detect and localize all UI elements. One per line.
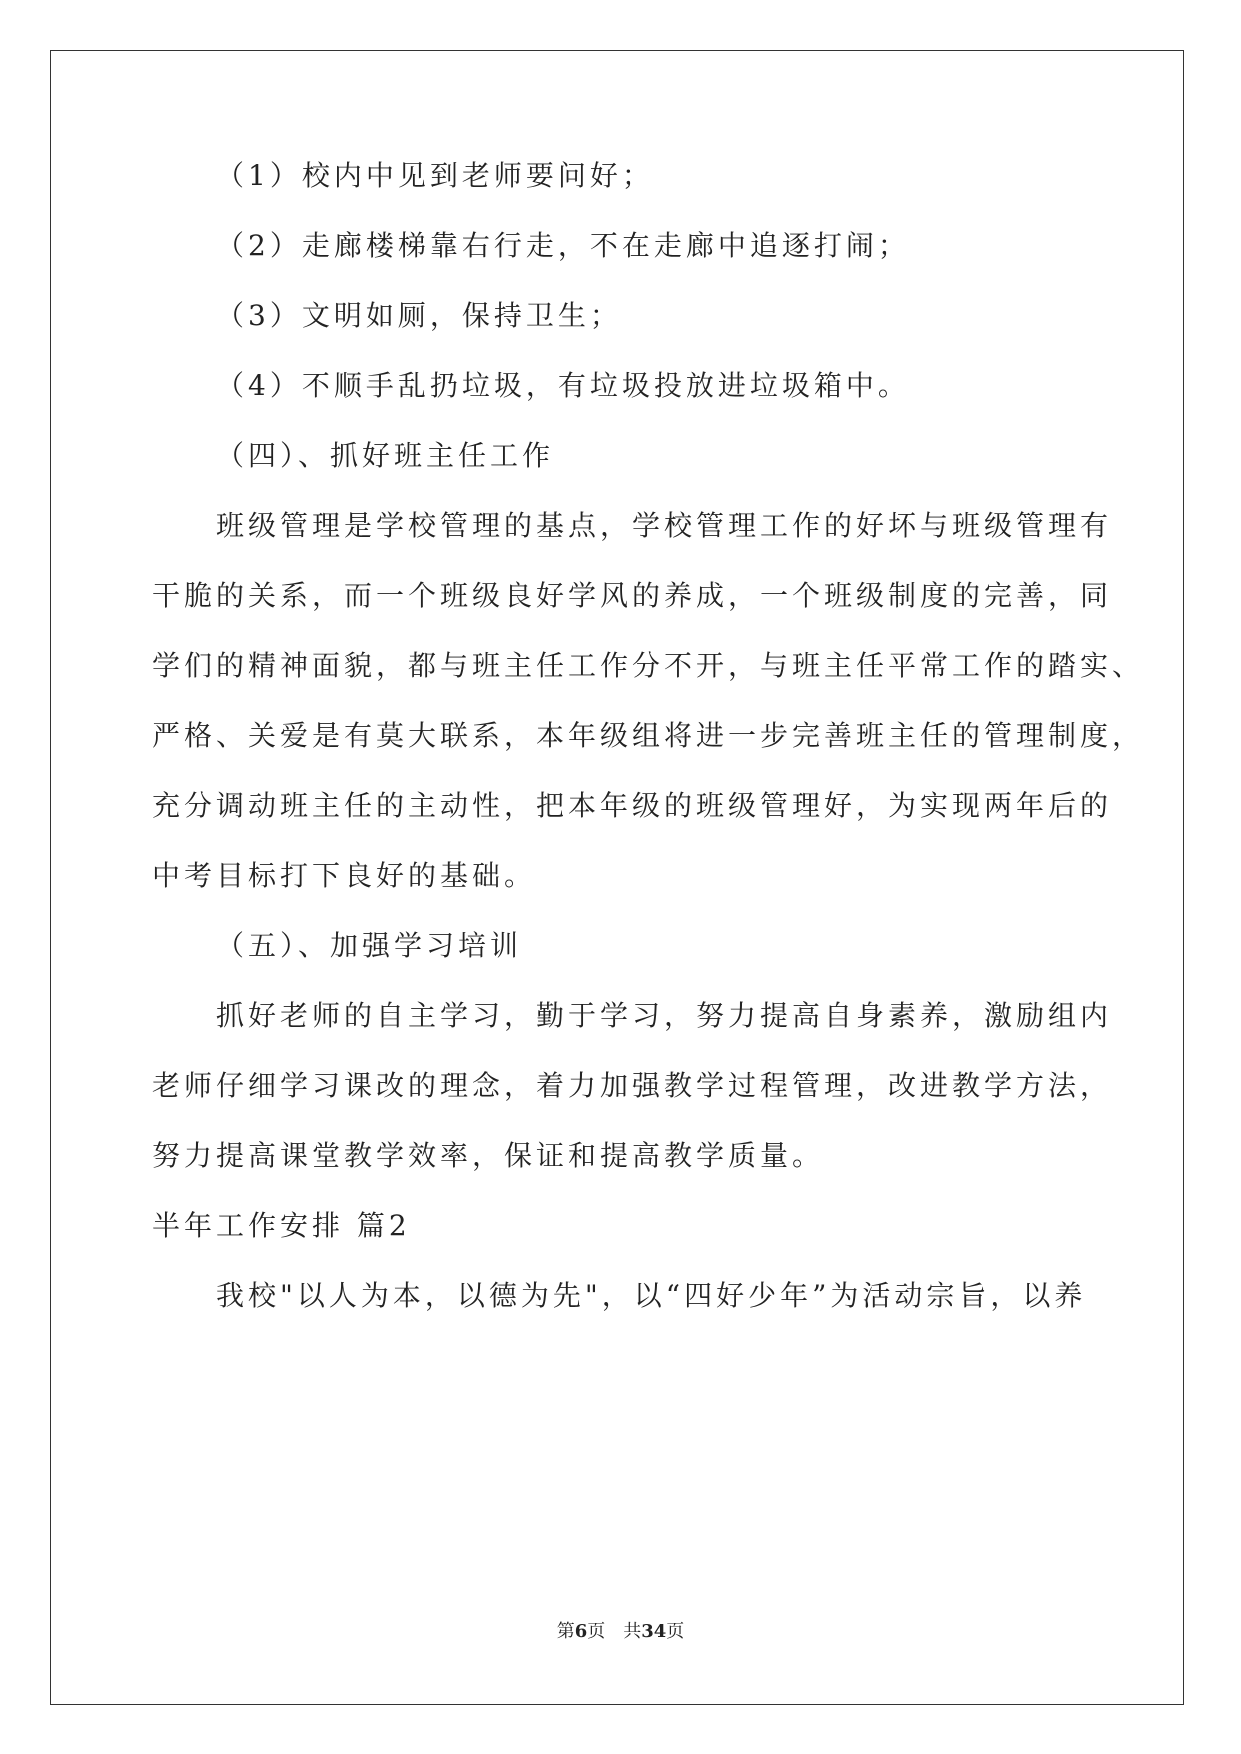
section-heading-4: （四）、抓好班主任工作	[216, 439, 555, 472]
paragraph-line: 努力提高课堂教学效率，保证和提高教学质量。	[152, 1139, 825, 1172]
footer-suffix: 页	[666, 1621, 685, 1642]
paragraph-line: 严格、关爱是有莫大联系，本年级组将进一步完善班主任的管理制度，	[152, 719, 1145, 752]
paragraph-line: 班级管理是学校管理的基点，学校管理工作的好坏与班级管理有	[216, 509, 1113, 542]
footer-mid: 页 共	[587, 1621, 642, 1642]
paragraph-line: 中考目标打下良好的基础。	[152, 859, 537, 892]
list-item-4: （4）不顺手乱扔垃圾，有垃圾投放进垃圾箱中。	[216, 369, 910, 402]
footer-prefix: 第	[556, 1621, 575, 1642]
list-item-3: （3）文明如厕，保持卫生；	[216, 299, 622, 332]
paragraph-line: 我校"以人为本，以德为先"，以“四好少年”为活动宗旨，以养	[216, 1279, 1087, 1312]
page-footer	[0, 1620, 1241, 1644]
paragraph-line: 抓好老师的自主学习，勤于学习，努力提高自身素养，激励组内	[216, 999, 1113, 1032]
paragraph-line: 学们的精神面貌，都与班主任工作分不开，与班主任平常工作的踏实、	[152, 649, 1145, 682]
list-item-2: （2）走廊楼梯靠右行走，不在走廊中追逐打闹；	[216, 229, 910, 262]
list-item-1: （1）校内中见到老师要问好；	[216, 159, 654, 192]
paragraph-line: 充分调动班主任的主动性，把本年级的班级管理好，为实现两年后的	[152, 789, 1113, 822]
article-title: 半年工作安排 篇2	[152, 1209, 411, 1242]
paragraph-line: 老师仔细学习课改的理念，着力加强教学过程管理，改进教学方法，	[152, 1069, 1113, 1102]
paragraph-line: 干脆的关系，而一个班级良好学风的养成，一个班级制度的完善，同	[152, 579, 1113, 612]
total-page-number: 34	[641, 1621, 667, 1642]
section-heading-5: （五）、加强学习培训	[216, 929, 523, 962]
current-page-number: 6	[574, 1621, 588, 1642]
